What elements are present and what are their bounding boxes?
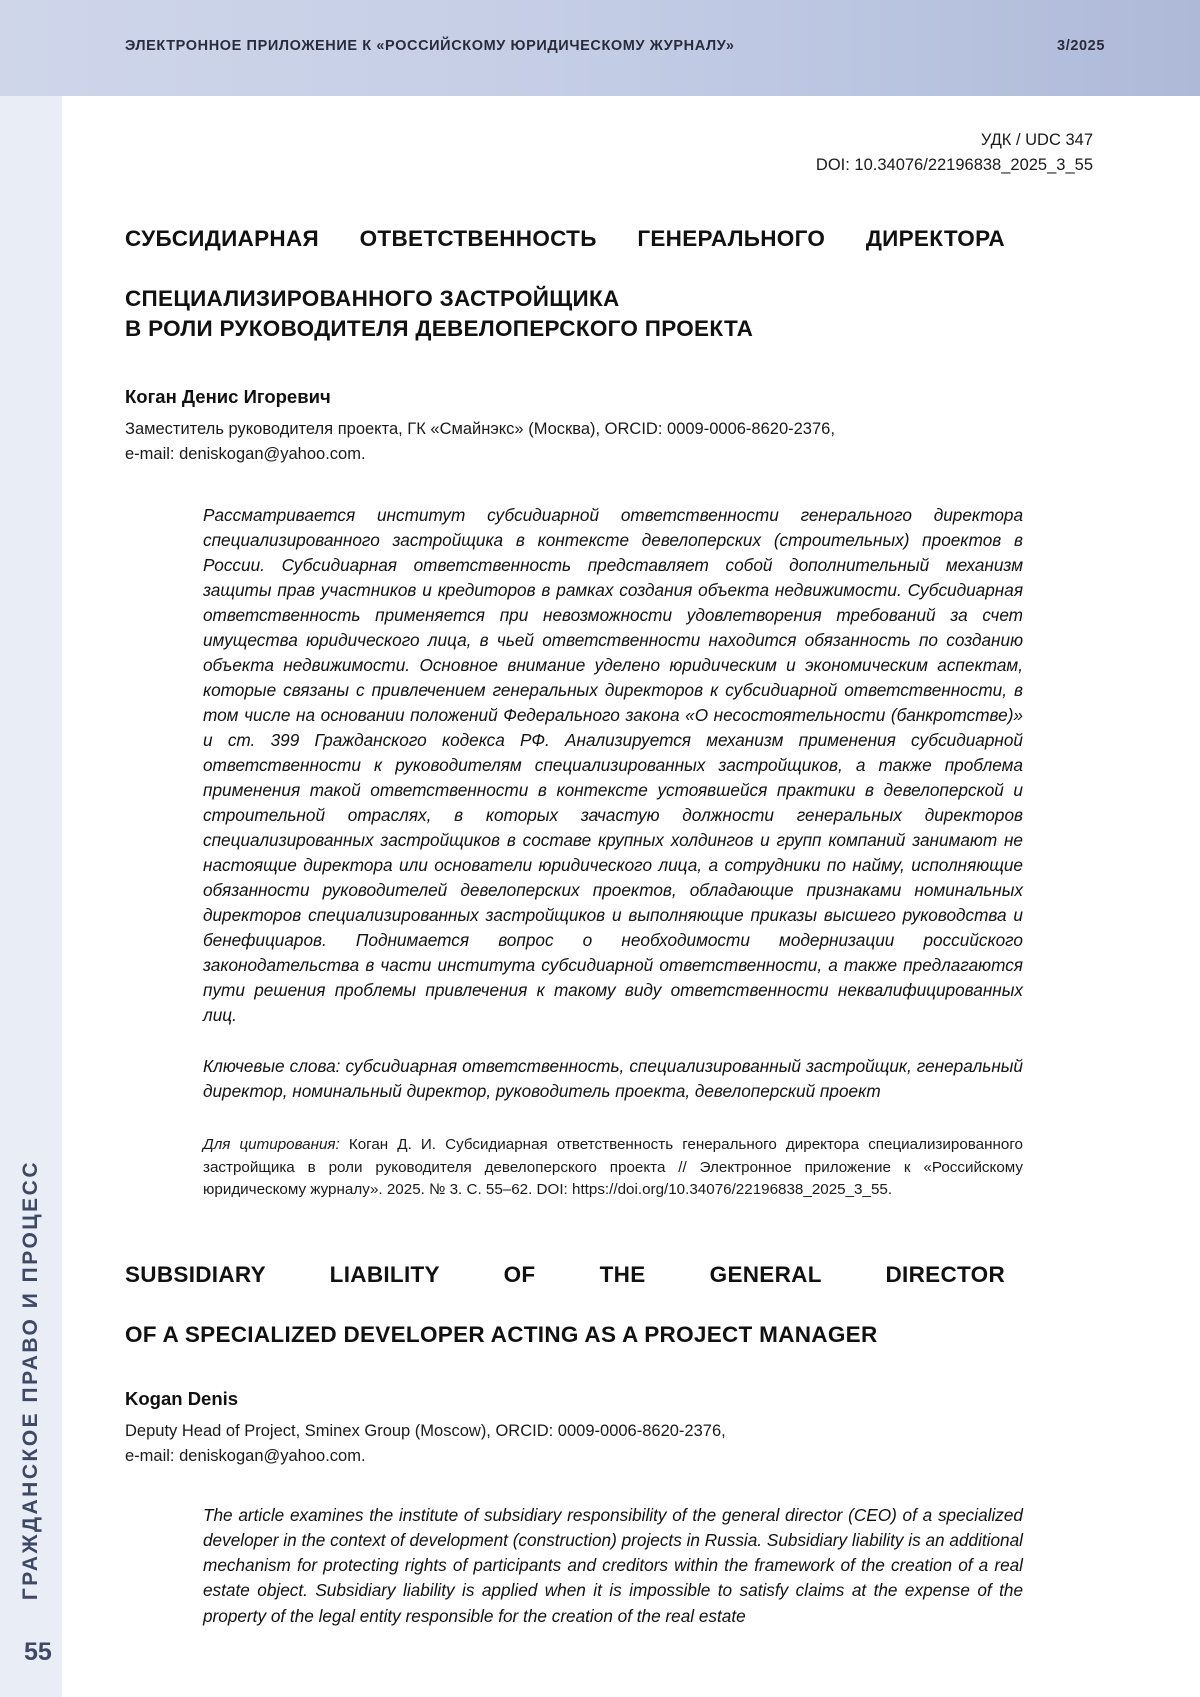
article-title-en <box>125 1260 1005 1350</box>
abstract-ru <box>203 503 1023 1028</box>
article-title-ru-line-3: В РОЛИ РУКОВОДИТЕЛЯ ДЕВЕЛОПЕРСКОГО ПРОЕКТА <box>125 315 754 341</box>
keywords-ru-list: субсидиарная ответственность, специализированный застройщик, генеральный директор, номинальный директор, руководитель проекта, девелоперский проект <box>203 1056 1023 1102</box>
article-title-ru-line-1: СУБСИДИАРНАЯ ОТВЕТСТВЕННОСТЬ ГЕНЕРАЛЬНОГО ДИРЕКТОРА <box>125 226 1005 252</box>
abstract-en <box>203 1503 1023 1628</box>
author-affiliation-ru <box>125 417 1093 467</box>
udc-code: УДК / UDC 347 <box>980 131 1093 149</box>
page-number: 55 <box>24 1638 52 1666</box>
article-title-en-line-2: OF A SPECIALIZED DEVELOPER ACTING AS A PROJECT MANAGER <box>125 1322 878 1348</box>
citation-ru-label: Для цитирования: <box>203 1136 340 1154</box>
author-email-ru: e-mail: deniskogan@yahoo.com. <box>125 444 366 463</box>
author-affiliation-en <box>125 1419 1093 1469</box>
author-name-ru: Коган Денис Игоревич <box>125 385 331 407</box>
issue-number: 3/2025 <box>1057 38 1105 54</box>
author-affiliation-ru-line-1: Заместитель руководителя проекта, ГК «Смайнэкс» (Москва), ORCID: 0009-0006-8620-2376, <box>125 419 835 438</box>
page-header-inner <box>0 38 1200 54</box>
identifiers-block <box>125 128 1093 178</box>
keywords-ru-label: Ключевые слова: <box>203 1056 341 1077</box>
citation-ru <box>203 1134 1023 1202</box>
article-title-ru <box>125 224 1005 344</box>
article-title-en-line-1: SUBSIDIARY LIABILITY OF THE GENERAL DIRECTOR <box>125 1261 1005 1287</box>
author-affiliation-en-line-1: Deputy Head of Project, Sminex Group (Moscow), ORCID: 0009-0006-8620-2376, <box>125 1422 726 1441</box>
keywords-ru <box>203 1054 1023 1104</box>
journal-name: ЭЛЕКТРОННОЕ ПРИЛОЖЕНИЕ К «РОССИЙСКОМУ ЮРИДИЧЕСКОМУ ЖУРНАЛУ» <box>125 38 735 54</box>
author-name-en: Kogan Denis <box>125 1388 239 1410</box>
article-content <box>125 96 1093 1629</box>
section-label-wrapper <box>0 96 62 1616</box>
doi-code: DOI: 10.34076/22196838_2025_3_55 <box>815 156 1093 175</box>
page-header-band <box>0 0 1200 96</box>
abstract-en-text: The article examines the institute of subsidiary responsibility of the general director (CEO) of a specialized developer in the context of development (construction) projects in Russia. Subsidiary liability is an additional mechanism for protecting rights of participants and creditors within the framework of the creation of a real estate object. Subsidiary liability is applied when it is impossible to satisfy claims at the expense of the property of the legal entity responsible for the creation of the real estate <box>203 1505 1023 1626</box>
citation-ru-text: Коган Д. И. Субсидиарная ответственность генерального директора специализированного застройщика в роли руководителя девелоперского проекта // Электронное приложение к «Российскому юридическому журналу». 2025. № 3. С. 55–62. DOI: https://doi.org/10.34076/22196838_2025_3_55. <box>203 1136 1023 1199</box>
section-label: ГРАЖДАНСКОЕ ПРАВО И ПРОЦЕСС <box>19 1159 42 1600</box>
author-email-en: e-mail: deniskogan@yahoo.com. <box>125 1447 366 1466</box>
abstract-ru-text: Рассматривается институт субсидиарной ответственности генерального директора специализированного застройщика в контексте девелоперских (строительных) проектов в России. Субсидиарная ответственность представляет собой дополнительный механизм защиты прав участников и кредиторов в рамках создания объекта недвижимости. Субсидиарная ответственность применяется при невозможности удовлетворения требований за счет имущества юридического лица, в чьей ответственности находится обязанность по созданию объекта недвижимости. Основное внимание уделено юридическим и экономическим аспектам, которые связаны с привлечением генеральных директоров к субсидиарной ответственности, в том числе на основании положений Федерального закона «О несостоятельности (банкротстве)» и ст. 399 Гражданского кодекса РФ. Анализируется механизм применения субсидиарной ответственности к руководителям специализированных застройщиков, а также проблема применения такой ответственности в контексте устоявшейся практики в девелоперской и строительной отраслях, в которых зачастую должности генеральных директоров специализированных застройщиков в составе крупных холдингов и групп компаний занимают не настоящие директора или основатели юридического лица, а сотрудники по найму, исполняющие обязанности руководителей девелоперских проектов, обладающие признаками номинальных директоров специализированных застройщиков и выполняющие приказы высшего руководства и бенефициаров. Поднимается вопрос о необходимости модернизации российского законодательства в части института субсидиарной ответственности, а также предлагаются пути решения проблемы привлечения к такому виду ответственности неквалифицированных лиц. <box>203 505 1023 1026</box>
article-title-ru-line-2: СПЕЦИАЛИЗИРОВАННОГО ЗАСТРОЙЩИКА <box>125 286 620 311</box>
